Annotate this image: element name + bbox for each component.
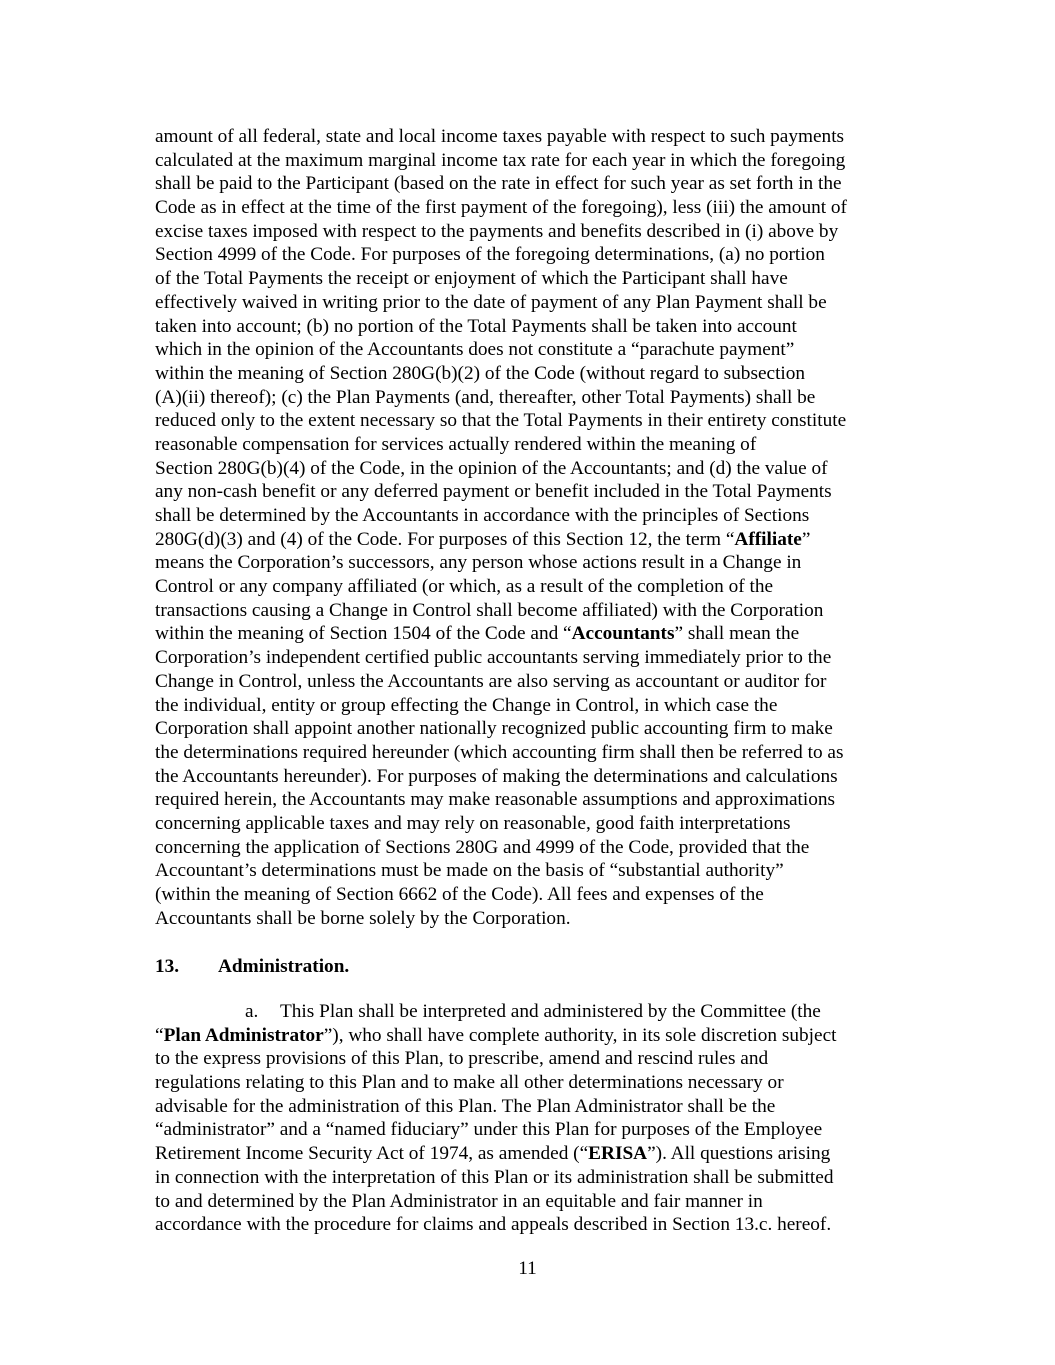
text-line: means the Corporation’s successors, any person whose actions result in a Change in [155, 552, 802, 574]
text-line: the Accountants hereunder). For purposes of making the determinations and calculations [155, 765, 838, 787]
text-line: to and determined by the Plan Administrator in an equitable and fair manner in [155, 1190, 763, 1212]
text-line: transactions causing a Change in Control shall become affiliated) with the Corporation [155, 599, 824, 621]
defined-term-affiliate: Affiliate [734, 528, 802, 550]
defined-term-plan-administrator: Plan Administrator [163, 1024, 324, 1046]
text-fragment: Retirement Income Security Act of 1974, as amended (“ [155, 1143, 589, 1165]
text-line: Change in Control, unless the Accountants are also serving as accountant or auditor for [155, 670, 827, 692]
text-line: the determinations required hereunder (which accounting firm shall then be referred to as [155, 741, 844, 763]
text-line-erisa [155, 1142, 915, 1166]
text-line: reduced only to the extent necessary so that the Total Payments in their entirety constitute [155, 410, 847, 432]
text-line: amount of all federal, state and local income taxes payable with respect to such payments [155, 126, 845, 147]
text-fragment: within the meaning of Section 1504 of the Code and “ [155, 623, 572, 645]
text-line: concerning the application of Sections 280G and 4999 of the Code, provided that the [155, 836, 810, 858]
text-line: (within the meaning of Section 6662 of the Code). All fees and expenses of the [155, 884, 764, 905]
text-line: required herein, the Accountants may make reasonable assumptions and approximations [155, 789, 836, 811]
text-line: in connection with the interpretation of this Plan or its administration shall be submitted [155, 1166, 834, 1188]
text-fragment: This Plan shall be interpreted and administered by the Committee (the [280, 1001, 821, 1022]
text-line: calculated at the maximum marginal income tax rate for each year in which the foregoing [155, 149, 846, 171]
text-line: Control or any company affiliated (or which, as a result of the completion of the [155, 576, 774, 598]
text-line: regulations relating to this Plan and to make all other determinations necessary or [155, 1072, 784, 1094]
text-fragment: ”), who shall have complete authority, in its sole discretion subject [323, 1024, 837, 1046]
text-line: the individual, entity or group effecting the Change in Control, in which case the [155, 694, 778, 716]
text-line: shall be paid to the Participant (based on the rate in effect for such year as set forth in the [155, 173, 842, 195]
section-title: Administration. [218, 956, 350, 977]
text-line-affiliate [155, 528, 915, 552]
text-fragment: ” [801, 528, 811, 550]
paragraph-first-line [155, 1000, 915, 1024]
text-line: taken into account; (b) no portion of the Total Payments shall be taken into account [155, 315, 797, 337]
defined-term-erisa: ERISA [588, 1143, 648, 1165]
text-line-accountants [155, 622, 915, 646]
text-line: concerning applicable taxes and may rely on reasonable, good faith interpretations [155, 812, 791, 834]
paragraph-marker: a. [245, 1001, 259, 1022]
text-line: shall be determined by the Accountants in accordance with the principles of Sections [155, 505, 810, 526]
text-line: of the Total Payments the receipt or enjoyment of which the Participant shall have [155, 268, 788, 290]
text-line: within the meaning of Section 280G(b)(2) of the Code (without regard to subsection [155, 362, 806, 384]
text-line: Section 280G(b)(4) of the Code, in the opinion of the Accountants; and (d) the value of [155, 457, 828, 479]
text-line: Accountant’s determinations must be made on the basis of “substantial authority” [155, 860, 784, 882]
defined-term-accountants: Accountants [571, 623, 675, 645]
page-number: 11 [518, 1258, 537, 1279]
section-heading [155, 955, 349, 979]
text-line: advisable for the administration of this Plan. The Plan Administrator shall be the [155, 1095, 776, 1117]
text-fragment: 280G(d)(3) and (4) of the Code. For purposes of this Section 12, the term “ [155, 528, 735, 550]
paragraph-a [155, 1000, 915, 1237]
text-line: (A)(ii) thereof); (c) the Plan Payments (and, thereafter, other Total Payments) shall be [155, 386, 816, 408]
text-line: “administrator” and a “named fiduciary” under this Plan for purposes of the Employee [155, 1119, 823, 1141]
text-fragment: “ [155, 1024, 164, 1046]
text-line: reasonable compensation for services actually rendered within the meaning of [155, 433, 757, 455]
text-fragment: ”). All questions arising [647, 1143, 831, 1165]
text-line: Section 4999 of the Code. For purposes of the foregoing determinations, (a) no portion [155, 244, 825, 266]
body-text [155, 125, 915, 930]
text-line: to the express provisions of this Plan, to prescribe, amend and rescind rules and [155, 1048, 769, 1070]
text-fragment: ” shall mean the [674, 623, 800, 645]
text-line-plan-administrator [155, 1024, 915, 1048]
text-line: excise taxes imposed with respect to the payments and benefits described in (i) above by [155, 220, 839, 242]
text-line: any non-cash benefit or any deferred payment or benefit included in the Total Payments [155, 481, 832, 503]
text-line: Code as in effect at the time of the first payment of the foregoing), less (iii) the amount of [155, 197, 847, 219]
section-number: 13. [155, 956, 180, 977]
text-line: effectively waived in writing prior to the date of payment of any Plan Payment shall be [155, 291, 827, 313]
text-line: accordance with the procedure for claims and appeals described in Section 13.c. hereof. [155, 1214, 832, 1236]
text-line: Corporation’s independent certified public accountants serving immediately prior to the [155, 647, 832, 669]
text-line: which in the opinion of the Accountants does not constitute a “parachute payment” [155, 339, 795, 361]
text-line: Corporation shall appoint another nationally recognized public accounting firm to make [155, 718, 833, 740]
text-line: Accountants shall be borne solely by the Corporation. [155, 907, 571, 929]
